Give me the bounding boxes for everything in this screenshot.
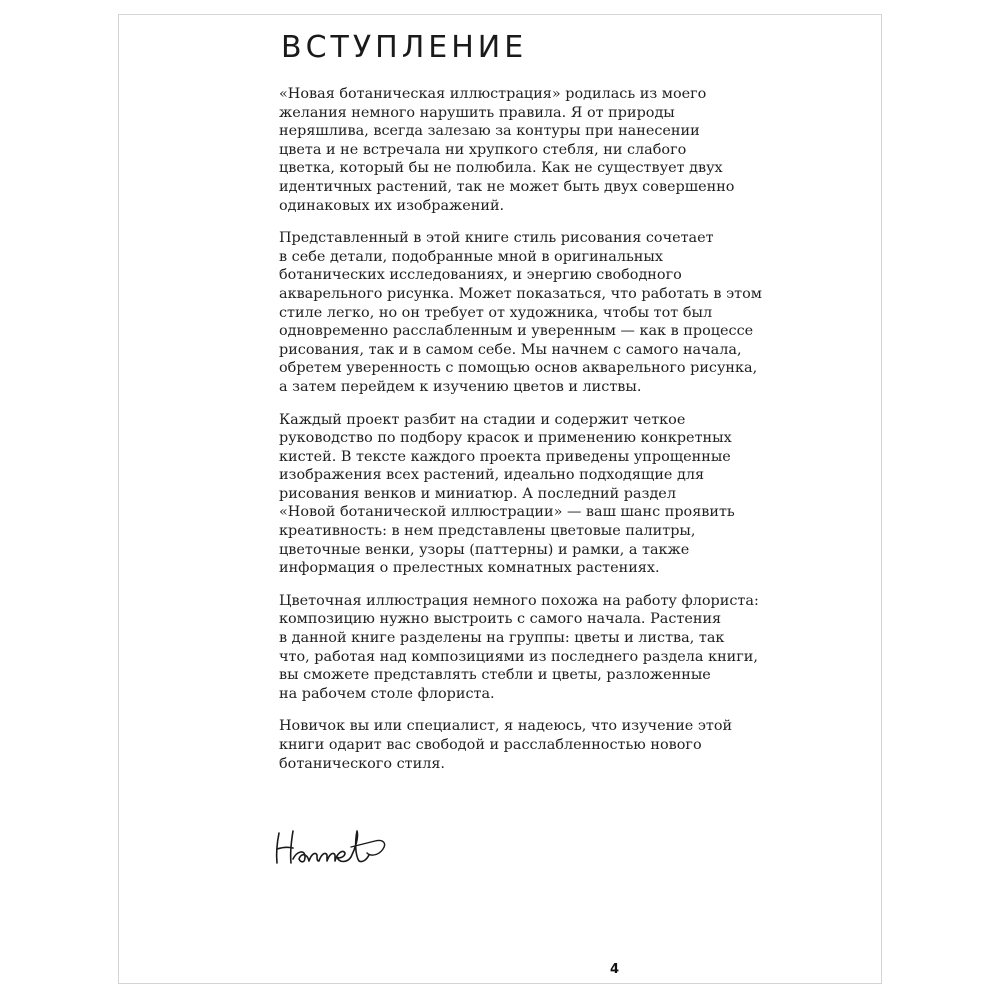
text-line: обретем уверенность с помощью основ акварельного рисунка, xyxy=(279,360,758,377)
text-line: цвета и не встречала ни хрупкого стебля, ни слабого xyxy=(279,141,687,158)
text-line: цветочные венки, узоры (паттерны) и рамки, а также xyxy=(279,541,690,558)
text-line: рисования венков и миниатюр. А последний раздел xyxy=(279,485,676,502)
paragraph-4 xyxy=(279,592,759,704)
text-line: в себе детали, подобранные мной в оригинальных xyxy=(279,248,663,265)
paragraph-2 xyxy=(279,229,762,396)
text-line: желания немного нарушить правила. Я от природы xyxy=(279,104,675,121)
page-title: ВСТУПЛЕНИЕ xyxy=(281,30,528,65)
text-line: неряшлива, всегда залезаю за контуры при нанесении xyxy=(279,123,700,140)
text-line: цветка, который бы не полюбила. Как не существует двух xyxy=(279,160,723,177)
text-line: на рабочем столе флориста. xyxy=(279,685,495,702)
page-content xyxy=(279,29,762,787)
text-line: вы сможете представлять стебли и цветы, разложенные xyxy=(279,667,711,684)
text-line: Новичок вы или специалист, я надеюсь, что изучение этой xyxy=(279,718,733,735)
paragraph-3 xyxy=(279,411,759,578)
text-line: информация о прелестных комнатных растениях. xyxy=(279,560,660,577)
text-line: ботанических исследованиях, и энергию свободного xyxy=(279,267,682,284)
text-line: Представленный в этой книге стиль рисования сочетает xyxy=(279,230,714,247)
text-line: композицию нужно выстроить с самого начала. Растения xyxy=(279,611,722,628)
text-line: идентичных растений, так не может быть двух совершенно xyxy=(279,178,735,195)
text-line: «Новая ботаническая иллюстрация» родилась из моего xyxy=(279,86,707,102)
paragraph-5 xyxy=(279,717,759,773)
paragraph-1 xyxy=(279,85,759,215)
text-line: руководство по подбору красок и применению конкретных xyxy=(279,430,732,447)
text-line: стиле легко, но он требует от художника, чтобы тот был xyxy=(279,304,713,321)
text-line: одинаковых их изображений. xyxy=(279,197,505,214)
text-line: Цветочная иллюстрация немного похожа на работу флориста: xyxy=(279,592,759,609)
text-line: изображения всех растений, идеально подходящие для xyxy=(279,467,705,484)
text-line: книги одарит вас свободой и расслабленностью нового xyxy=(279,737,702,753)
page-number: 4 xyxy=(610,962,620,977)
signature-icon xyxy=(271,819,401,879)
text-line: одновременно расслабленным и уверенным — как в процессе xyxy=(279,323,754,340)
text-line: что, работая над композициями из последнего раздела книги, xyxy=(279,648,758,665)
text-line: «Новой ботанической иллюстрации» — ваш шанс проявить xyxy=(279,504,735,521)
text-line: а затем перейдем к изучению цветов и листвы. xyxy=(279,378,642,395)
text-line: креативность: в нем представлены цветовые палитры, xyxy=(279,523,696,540)
text-line: рисования, так и в самом себе. Мы начнем с самого начала, xyxy=(279,341,742,358)
text-line: акварельного рисунка. Может показаться, что работать в этом xyxy=(279,285,762,302)
text-line: ботанического стиля. xyxy=(279,755,445,772)
text-line: кистей. В тексте каждого проекта приведены упрощенные xyxy=(279,448,731,465)
text-line: в данной книге разделены на группы: цветы и листва, так xyxy=(279,630,725,647)
book-page xyxy=(118,14,882,984)
text-line: Каждый проект разбит на стадии и содержит четкое xyxy=(279,411,686,428)
